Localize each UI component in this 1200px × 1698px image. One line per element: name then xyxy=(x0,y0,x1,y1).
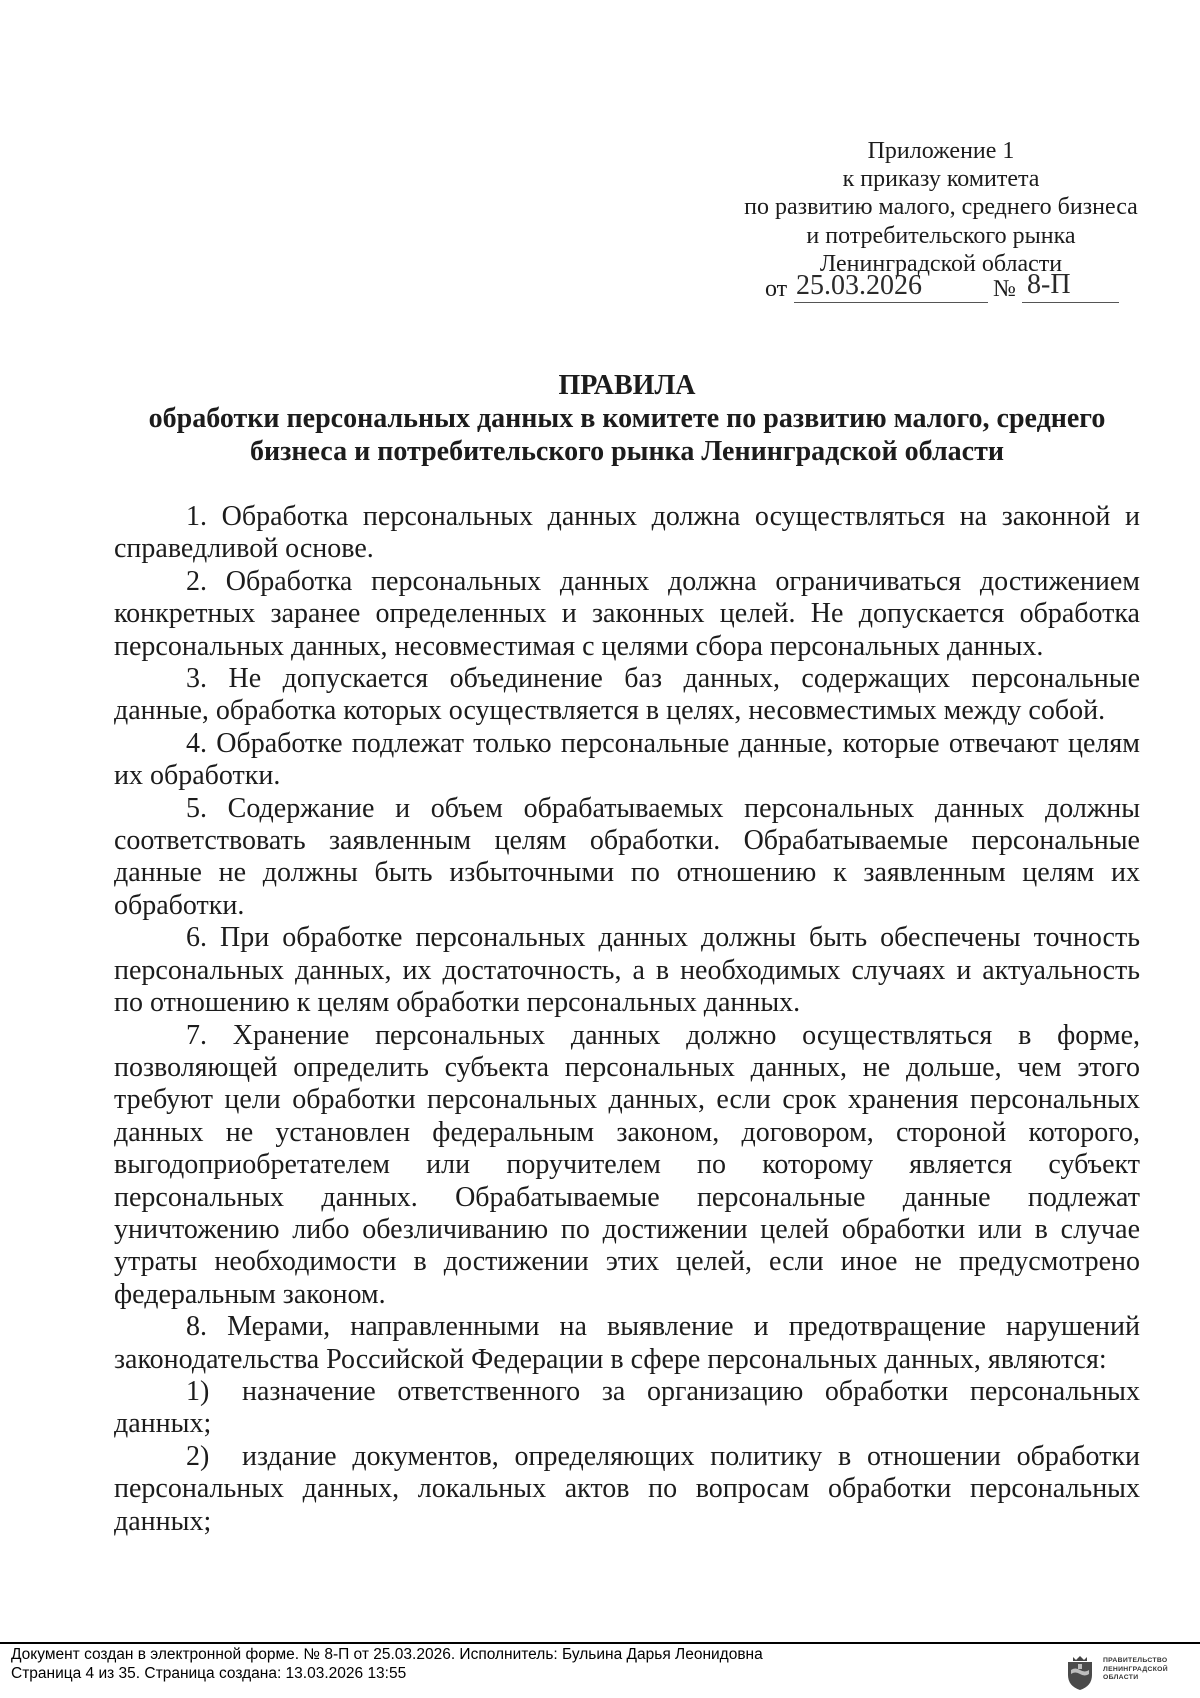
document-title-block xyxy=(114,369,1140,468)
document-body xyxy=(114,501,1140,1538)
list-item-text: издание документов, определяющих политику в отношении обработки персональных данных, локальных актов по вопросам обработки персональных данных; xyxy=(114,1440,1140,1537)
header-line: Ленинградской области xyxy=(819,250,1063,277)
date-underline xyxy=(794,302,988,303)
logo-text-line: ОБЛАСТИ xyxy=(1103,1674,1139,1682)
header-line: по развитию малого, среднего бизнеса xyxy=(744,194,1138,221)
paragraph: 7. Хранение персональных данных должно осуществляться в форме, позволяющей определить субъекта персональных данных, не дольше, чем этого требуют цели обработки персональных данных, если срок хранения персональных данных не установлен федеральным законом, договором, стороной которого, выгодоприобретателем или поручителем по которому является субъект персональных данных. Обрабатываемые персональные данные подлежат уничтожению либо обезличиванию по достижении целей обработки или в случае утраты необходимости в достижении этих целей, если иное не предусмотрено федеральным законом. xyxy=(114,1019,1140,1310)
date-prefix: от xyxy=(765,276,788,302)
coat-of-arms-icon xyxy=(1066,1655,1094,1691)
paragraph: 3. Не допускается объединение баз данных, содержащих персональные данные, обработка которых осуществляется в целях, несовместимых между собой. xyxy=(114,663,1140,727)
paragraph: 8. Мерами, направленными на выявление и предотвращение нарушений законодательства Российской Федерации в сфере персональных данных, являются: xyxy=(114,1311,1140,1375)
number-underline xyxy=(1022,302,1119,303)
header-line: к приказу комитета xyxy=(842,166,1040,193)
header-line: Приложение 1 xyxy=(867,138,1015,164)
footer-document-info: Документ создан в электронной форме. № 8-П от 25.03.2026. Исполнитель: Бульина Дарья Леонидовна xyxy=(11,1646,763,1663)
list-item-text: назначение ответственного за организацию обработки персональных данных; xyxy=(114,1375,1140,1440)
footer-info xyxy=(11,1646,763,1683)
number-prefix: № xyxy=(993,276,1016,302)
paragraph: 1. Обработка персональных данных должна осуществляться на законной и справедливой основе. xyxy=(114,501,1140,565)
order-number: 8-П xyxy=(1027,269,1071,300)
logo-text-line: ЛЕНИНГРАДСКОЙ xyxy=(1103,1665,1168,1673)
order-date: 25.03.2026 xyxy=(796,270,922,301)
document-subtitle-line: обработки персональных данных в комитете по развитию малого, среднего xyxy=(148,403,1106,434)
list-item xyxy=(114,1376,1140,1441)
logo-text-line: ПРАВИТЕЛЬСТВО xyxy=(1103,1657,1168,1664)
document-subtitle-line: бизнеса и потребительского рынка Ленинградской области xyxy=(250,436,1004,467)
list-item-number: 1) xyxy=(186,1375,210,1407)
footer-page-info: Страница 4 из 35. Страница создана: 13.03.2026 13:55 xyxy=(11,1664,407,1682)
header-line: и потребительского рынка xyxy=(806,222,1076,249)
paragraph: 5. Содержание и объем обрабатываемых персональных данных должны соответствовать заявленным целям обработки. Обрабатываемые персональные данные не должны быть избыточными по отношению к заявленным целям их обработки. xyxy=(114,792,1140,921)
footer-divider xyxy=(0,1642,1200,1644)
list-item-number: 2) xyxy=(186,1440,210,1472)
list-item xyxy=(114,1441,1140,1538)
approval-header xyxy=(721,137,1161,278)
government-logo-text xyxy=(1103,1657,1168,1683)
paragraph: 4. Обработке подлежат только персональные данные, которые отвечают целям их обработки. xyxy=(114,727,1140,792)
document-title: ПРАВИЛА xyxy=(558,370,696,401)
paragraph: 2. Обработка персональных данных должна ограничиваться достижением конкретных заранее определенных и законных целей. Не допускается обработка персональных данных, несовместимая с целями сбора персональных данных. xyxy=(114,565,1140,662)
paragraph: 6. При обработке персональных данных должны быть обеспечены точность персональных данных, их достаточность, а в необходимых случаях и актуальность по отношению к целям обработки персональных данных. xyxy=(114,922,1140,1019)
